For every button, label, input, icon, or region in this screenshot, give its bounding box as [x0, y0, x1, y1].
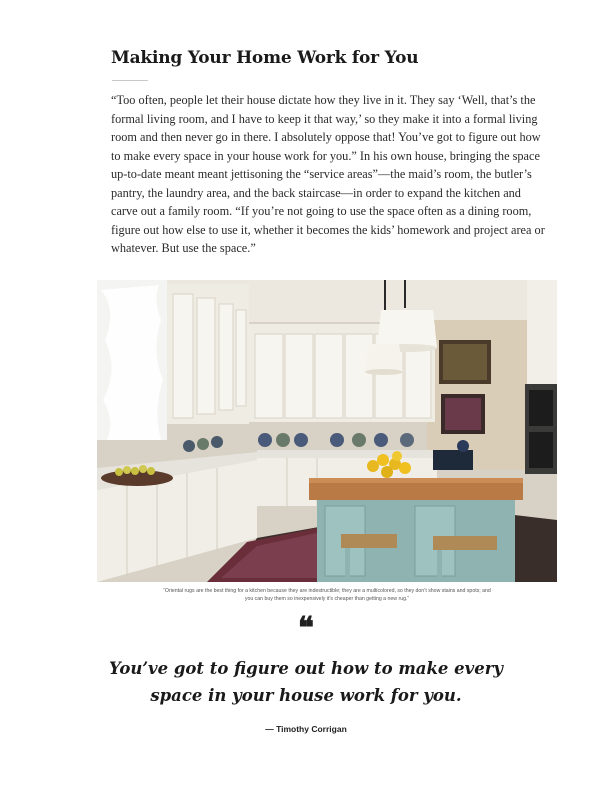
- quote-attribution: — Timothy Corrigan: [265, 724, 347, 734]
- kitchen-photo: [97, 280, 557, 582]
- pull-quote: You’ve got to figure out how to make every space in your house work for you.: [108, 659, 504, 705]
- quote-mark-icon: ❝: [297, 611, 315, 646]
- photo-caption: “Oriental rugs are the best thing for a kitchen because they are indestructible; they are a multicolored, so they don’t show stains and spots; and you can buy them so inexpensively it’s cheaper than getting a new rug.”: [163, 588, 491, 602]
- body-paragraph: “Too often, people let their house dictate how they live in it. They say ‘Well, that’s the formal living room, and I have to keep it that way,’ so they make it into a formal living room and then never go in there. I absolutely oppose that! You’ve got to figure out how to make every space in your house work for you.” In his own house, bringing the space up-to-date meant meant jettisoning the “service areas”—the maid’s room, the butler’s pantry, the laundry area, and the back staircase—in order to expand the kitchen and carve out a family room. “If you’re not going to use the space often as a dining room, figure out how else to use it, whether it becomes the kids’ homework and project area or whatever. But use the space.”: [111, 93, 545, 255]
- heading-divider: [112, 80, 148, 81]
- section-heading: Making Your Home Work for You: [111, 48, 419, 68]
